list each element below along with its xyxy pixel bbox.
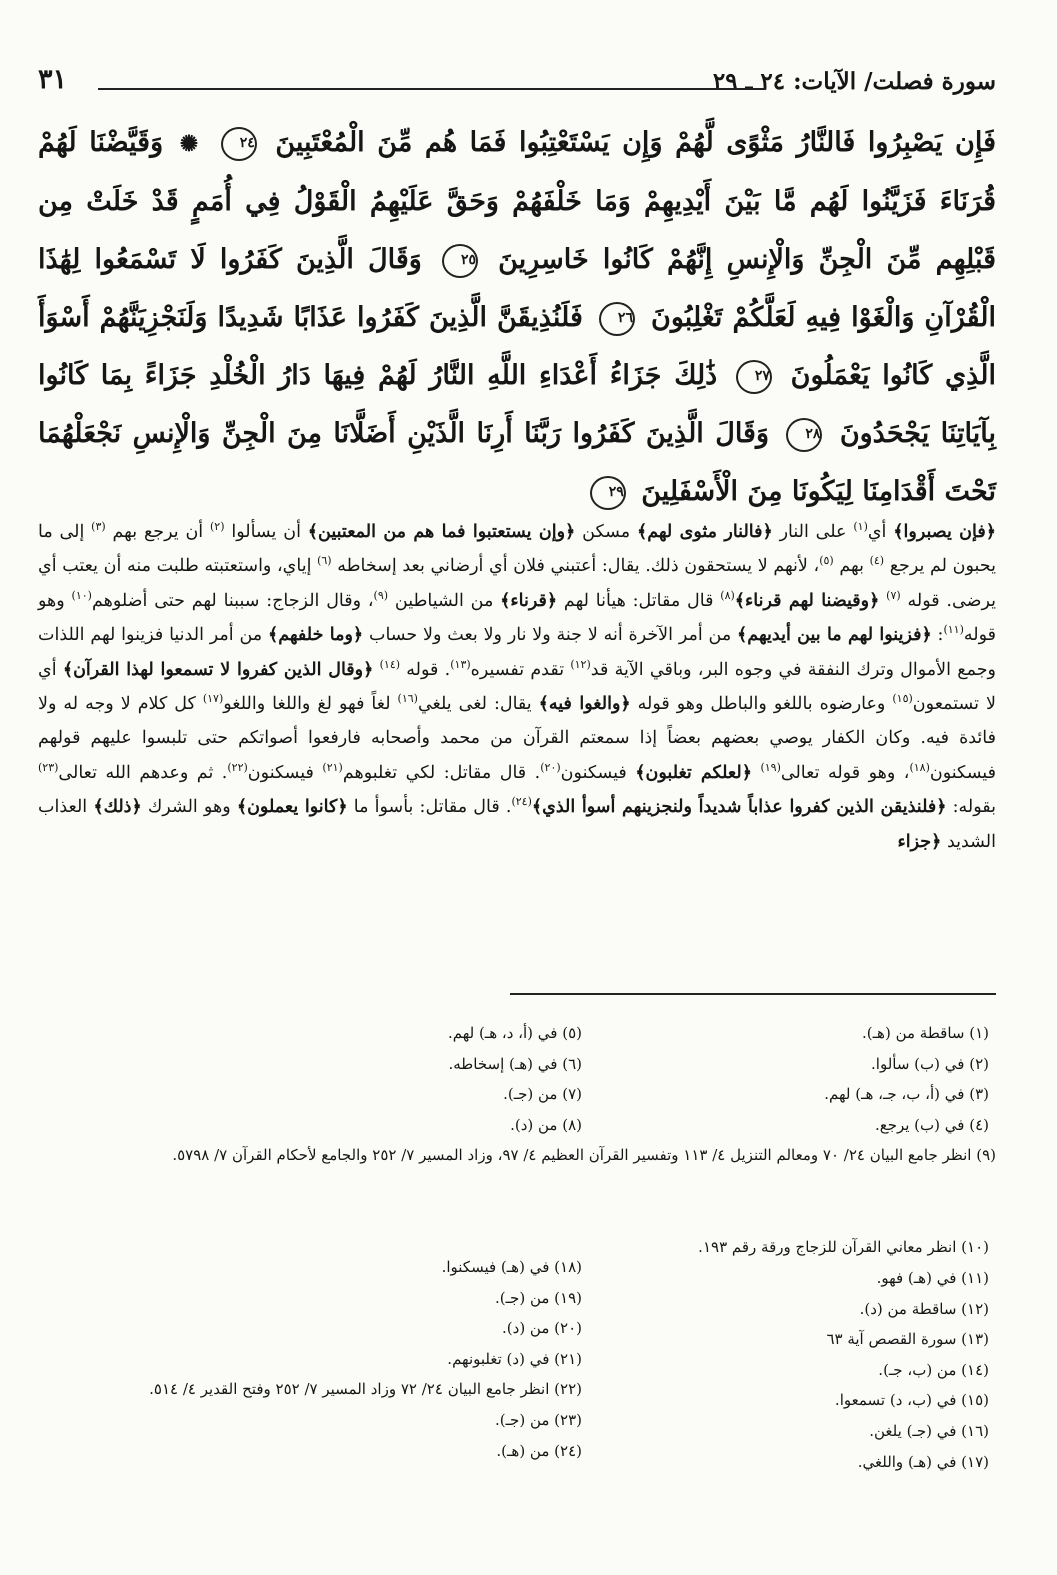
quoted-verse: ﴿وإن يستعتبوا فما هم من المعتبين﴾ [307,522,576,542]
footnote-ref: (١٩) [760,761,781,775]
verse-29: وَقَالَ الَّذِينَ كَفَرُوا رَبَّنَا أَرِنَا الَّذَيْنِ أَضَلَّانَا مِنَ الْجِنِّ وَالْإِنسِ نَجْعَلْهُمَا تَحْتَ أَقْدَامِنَا لِيَكُونَا مِنَ الْأَسْفَلِينَ [38,418,996,507]
verse-28: ذَٰلِكَ جَزَاءُ أَعْدَاءِ اللَّهِ النَّارُ لَهُمْ فِيهَا دَارُ الْخُلْدِ جَزَاءً بِمَا كَانُوا بِآيَاتِنَا يَجْحَدُونَ [38,360,996,449]
quoted-verse: ﴿فلنذيقن الذين كفروا عذاباً شديداً ولنجزينهم أسوأ الذي﴾ [531,797,947,818]
footnote-ref: (٢٤) [511,795,532,809]
text: أي لا تستمعون [38,659,996,715]
footnote: (١٨) في (هـ) فيسكنوا. [441,1258,582,1276]
quoted-verse: ﴿وقال الذين كفروا لا تسمعوا لهذا القرآن﴾ [62,659,374,680]
footnotes-block1-right [824,1018,989,1140]
verse-25: وَقَيَّضْنَا لَهُمْ قُرَنَاءَ فَزَيَّنُوا لَهُم مَّا بَيْنَ أَيْدِيهِمْ وَمَا خَلْفَهُمْ وَحَقَّ عَلَيْهِمُ الْقَوْلُ فِي أُمَمٍ قَدْ خَلَتْ مِن قَبْلِهِم مِّنَ الْجِنِّ وَالْإِنسِ إِنَّهُمْ كَانُوا خَاسِرِينَ [38,127,997,275]
footnote-ref: (٢٠) [540,761,561,775]
sajda-star-icon: ✺ [179,131,199,157]
verse-24: فَإِن يَصْبِرُوا فَالنَّارُ مَثْوًى لَّهُمْ وَإِن يَسْتَعْتِبُوا فَمَا هُم مِّنَ الْمُعْتَبِينَ [275,127,996,158]
footnote: (٦) في (هـ) إسخاطه. [448,1054,582,1073]
header-title: سورة فصلت/ الآيات: ٢٤ ـ ٢٩ [712,68,996,95]
footnote: (٢٠) من (د). [502,1319,582,1338]
text: ، لأنهم لا يستحقون ذلك. يقال: أعتبني فلان أي أرضاني بعد إسخاطه [331,556,820,577]
text: فيسكنون [560,762,636,783]
footnotes-block2-right [826,1263,989,1477]
ayah-marker: ٢٧ [736,360,772,394]
text: وعارضوه باللغو والباطل وهو قوله [630,694,893,715]
ayah-marker: ٢٩ [590,476,626,510]
verse-26: وَقَالَ الَّذِينَ كَفَرُوا لَا تَسْمَعُوا لِهَٰذَا الْقُرْآنِ وَالْغَوْا فِيهِ لَعَلَّكُمْ تَغْلِبُونَ [38,244,997,333]
text: مسكن [575,522,637,542]
quoted-verse: ﴿ذلك﴾ [93,797,142,818]
footnote: (٢٣) من (جـ). [495,1410,582,1429]
footnote-ref: (٦) [317,554,332,568]
footnote: (١٥) في (ب، د) تسمعوا. [834,1391,989,1410]
text: ، وهو قوله تعالى [780,762,910,783]
footnote: (٢٤) من (هـ). [496,1441,582,1460]
text: بهم [833,556,870,577]
footnote-ref: (٨) [720,588,735,602]
text: . قال مقاتل: بأسوأ ما [347,797,512,818]
text: . قال مقاتل: لكي تغلبوهم [342,762,541,783]
text: العذاب الشديد [38,797,996,852]
footnote: (١٢) ساقطة من (د). [859,1299,989,1318]
text: وهو الشرك [141,797,237,818]
text: يقال: لغى يلغي [417,694,539,715]
text: أي [867,522,894,542]
ayah-marker: ٢٨ [786,418,822,452]
footnotes-block1-left [448,1018,582,1140]
footnote: (١٦) في (جـ) يلغن. [869,1421,989,1440]
quoted-verse: ﴿لعلكم تغلبون﴾ [635,762,752,783]
text: على النار [772,522,854,542]
footnotes-block2-left [149,1252,582,1466]
text: ، وقال الزجاج: سببنا لهم حتى أضلوهم [91,590,374,611]
footnote: (١١) في (هـ) فهو. [876,1269,989,1287]
footnote-ref: (١٠) [71,588,92,602]
text: من أمر الدنيا فزينوا لهم اللذات وجمع الأموال وترك النفقة في وجوه البر، وباقي الآية قد [38,625,996,680]
footnote: (١) ساقطة من (هـ). [862,1024,989,1042]
quoted-verse: ﴿فإن يصبروا﴾ [893,522,996,542]
text: إياي، واستعتبته طلبت منه أن يعتب أي يرضى. قوله [38,556,996,611]
quran-verses [38,114,996,521]
text: إلى ما يحبون لم يرجع [38,522,996,577]
ayah-marker: ٢٤ [221,127,257,161]
footnote-ref: (١٢) [570,657,591,671]
quoted-verse: ﴿وما خلفهم﴾ [267,625,364,646]
quoted-verse: ﴿فالنار مثوى لهم﴾ [636,522,773,542]
text: أن يرجع بهم [105,522,210,542]
text: . قوله [400,659,451,680]
footnote-ref: (٢٣) [38,761,59,775]
footnote: (١٣) سورة القصص آية ٦٣ [826,1330,989,1349]
footnote: (٤) في (ب) يرجع. [874,1115,989,1134]
header-rule [98,88,766,90]
footnote: (٢٢) انظر جامع البيان ٢٤/ ٧٢ وزاد المسير ٧/ ٢٥٢ وفتح القدير ٤/ ٥١٤. [149,1380,582,1399]
ayah-marker: ٢٦ [599,302,635,336]
text: أن يسألوا [224,522,308,542]
footnote-ref: (١٦) [397,692,418,706]
footnote: (٢) في (ب) سألوا. [871,1054,989,1073]
footnote: (٧) من (جـ). [503,1085,582,1104]
page-number: ٣١ [38,64,68,95]
footnote-ref: (٢) [210,520,225,534]
footnote: (٥) في (أ، د، هـ) لهم. [447,1024,582,1042]
footnote-ref: (١٣) [450,657,471,671]
text: لغاً فهو لغ واللغا واللغو [223,694,398,715]
footnote-ref: (٧) [886,588,901,602]
text: فيسكنون [247,762,323,783]
footnote-ref: (٤) [869,554,885,568]
text: : [931,625,944,646]
footnote-ref: (١٥) [892,692,913,706]
footnote-separator [510,993,996,995]
tafsir-text [38,515,996,859]
footnote-10: (١٠) انظر معاني القرآن للزجاج ورقة رقم ١٩٣. [698,1238,989,1256]
footnote-9: (٩) انظر جامع البيان ٢٤/ ٧٠ ومعالم التنزيل ٤/ ١١٣ وتفسير القرآن العظيم ٤/ ٩٧، وزاد المسير ٧/ ٢٥٢ والجامع لأحكام القرآن ٧/ ٥٧٩٨. [172,1146,996,1164]
text: وهو قوله [38,590,996,646]
footnote-ref: (٢٢) [227,761,248,775]
quoted-verse: ﴿والغوا فيه﴾ [538,694,631,715]
footnote-ref: (١٤) [379,657,401,671]
ayah-marker: ٢٥ [442,244,478,278]
footnote-ref: (١٧) [202,692,224,706]
footnote: (١٧) في (هـ) واللغي. [857,1452,989,1471]
footnote: (٨) من (د). [510,1115,582,1134]
footnote: (٣) في (أ، ب، جـ، هـ) لهم. [824,1085,989,1104]
text: من الشياطين [388,590,501,611]
quoted-verse: ﴿كانوا يعملون﴾ [236,797,348,818]
text: . ثم وعدهم الله تعالى [58,762,228,783]
footnote-ref: (٢١) [322,761,343,775]
page-header [38,62,996,106]
text: قال مقاتل: هيأنا لهم [557,590,721,611]
footnote-ref: (١١) [943,623,964,637]
text: تقدم تفسيره [470,659,571,680]
text: كل كلام لا وجه له ولا فائدة فيه. وكان الكفار يوصي بعضهم بعضاً إذا سمعتم القرآن من محمد وأصحابه فارفعوا أصواتكم حتى تلبسوا عليهم قولهم فيسكنون [38,694,996,783]
quoted-verse: ﴿فزينوا لهم ما بين أيديهم﴾ [737,625,932,646]
footnote-ref: (١) [853,520,868,534]
quoted-verse: ﴿قرناء﴾ [500,590,558,611]
footnote: (١٩) من (جـ). [495,1288,582,1307]
footnote-ref: (٥) [819,554,834,568]
footnote: (٢١) في (د) تغلبونهم. [447,1349,582,1368]
footnote-ref: (٣) [91,520,106,534]
quoted-verse: ﴿جزاء [897,831,942,852]
text: بقوله: [946,797,997,818]
footnote-ref: (٩) [373,588,389,602]
footnote: (١٤) من (ب، جـ). [878,1360,989,1379]
quoted-verse: ﴿وقيضنا لهم قرناء﴾ [734,590,880,611]
verse-27: فَلَنُذِيقَنَّ الَّذِينَ كَفَرُوا عَذَابًا شَدِيدًا وَلَنَجْزِيَنَّهُمْ أَسْوَأَ الَّذِي كَانُوا يَعْمَلُونَ [38,302,996,391]
footnote-ref: (١٨) [909,761,930,775]
text: من أمر الآخرة أنه لا جنة ولا نار ولا بعث ولا حساب [363,625,738,646]
